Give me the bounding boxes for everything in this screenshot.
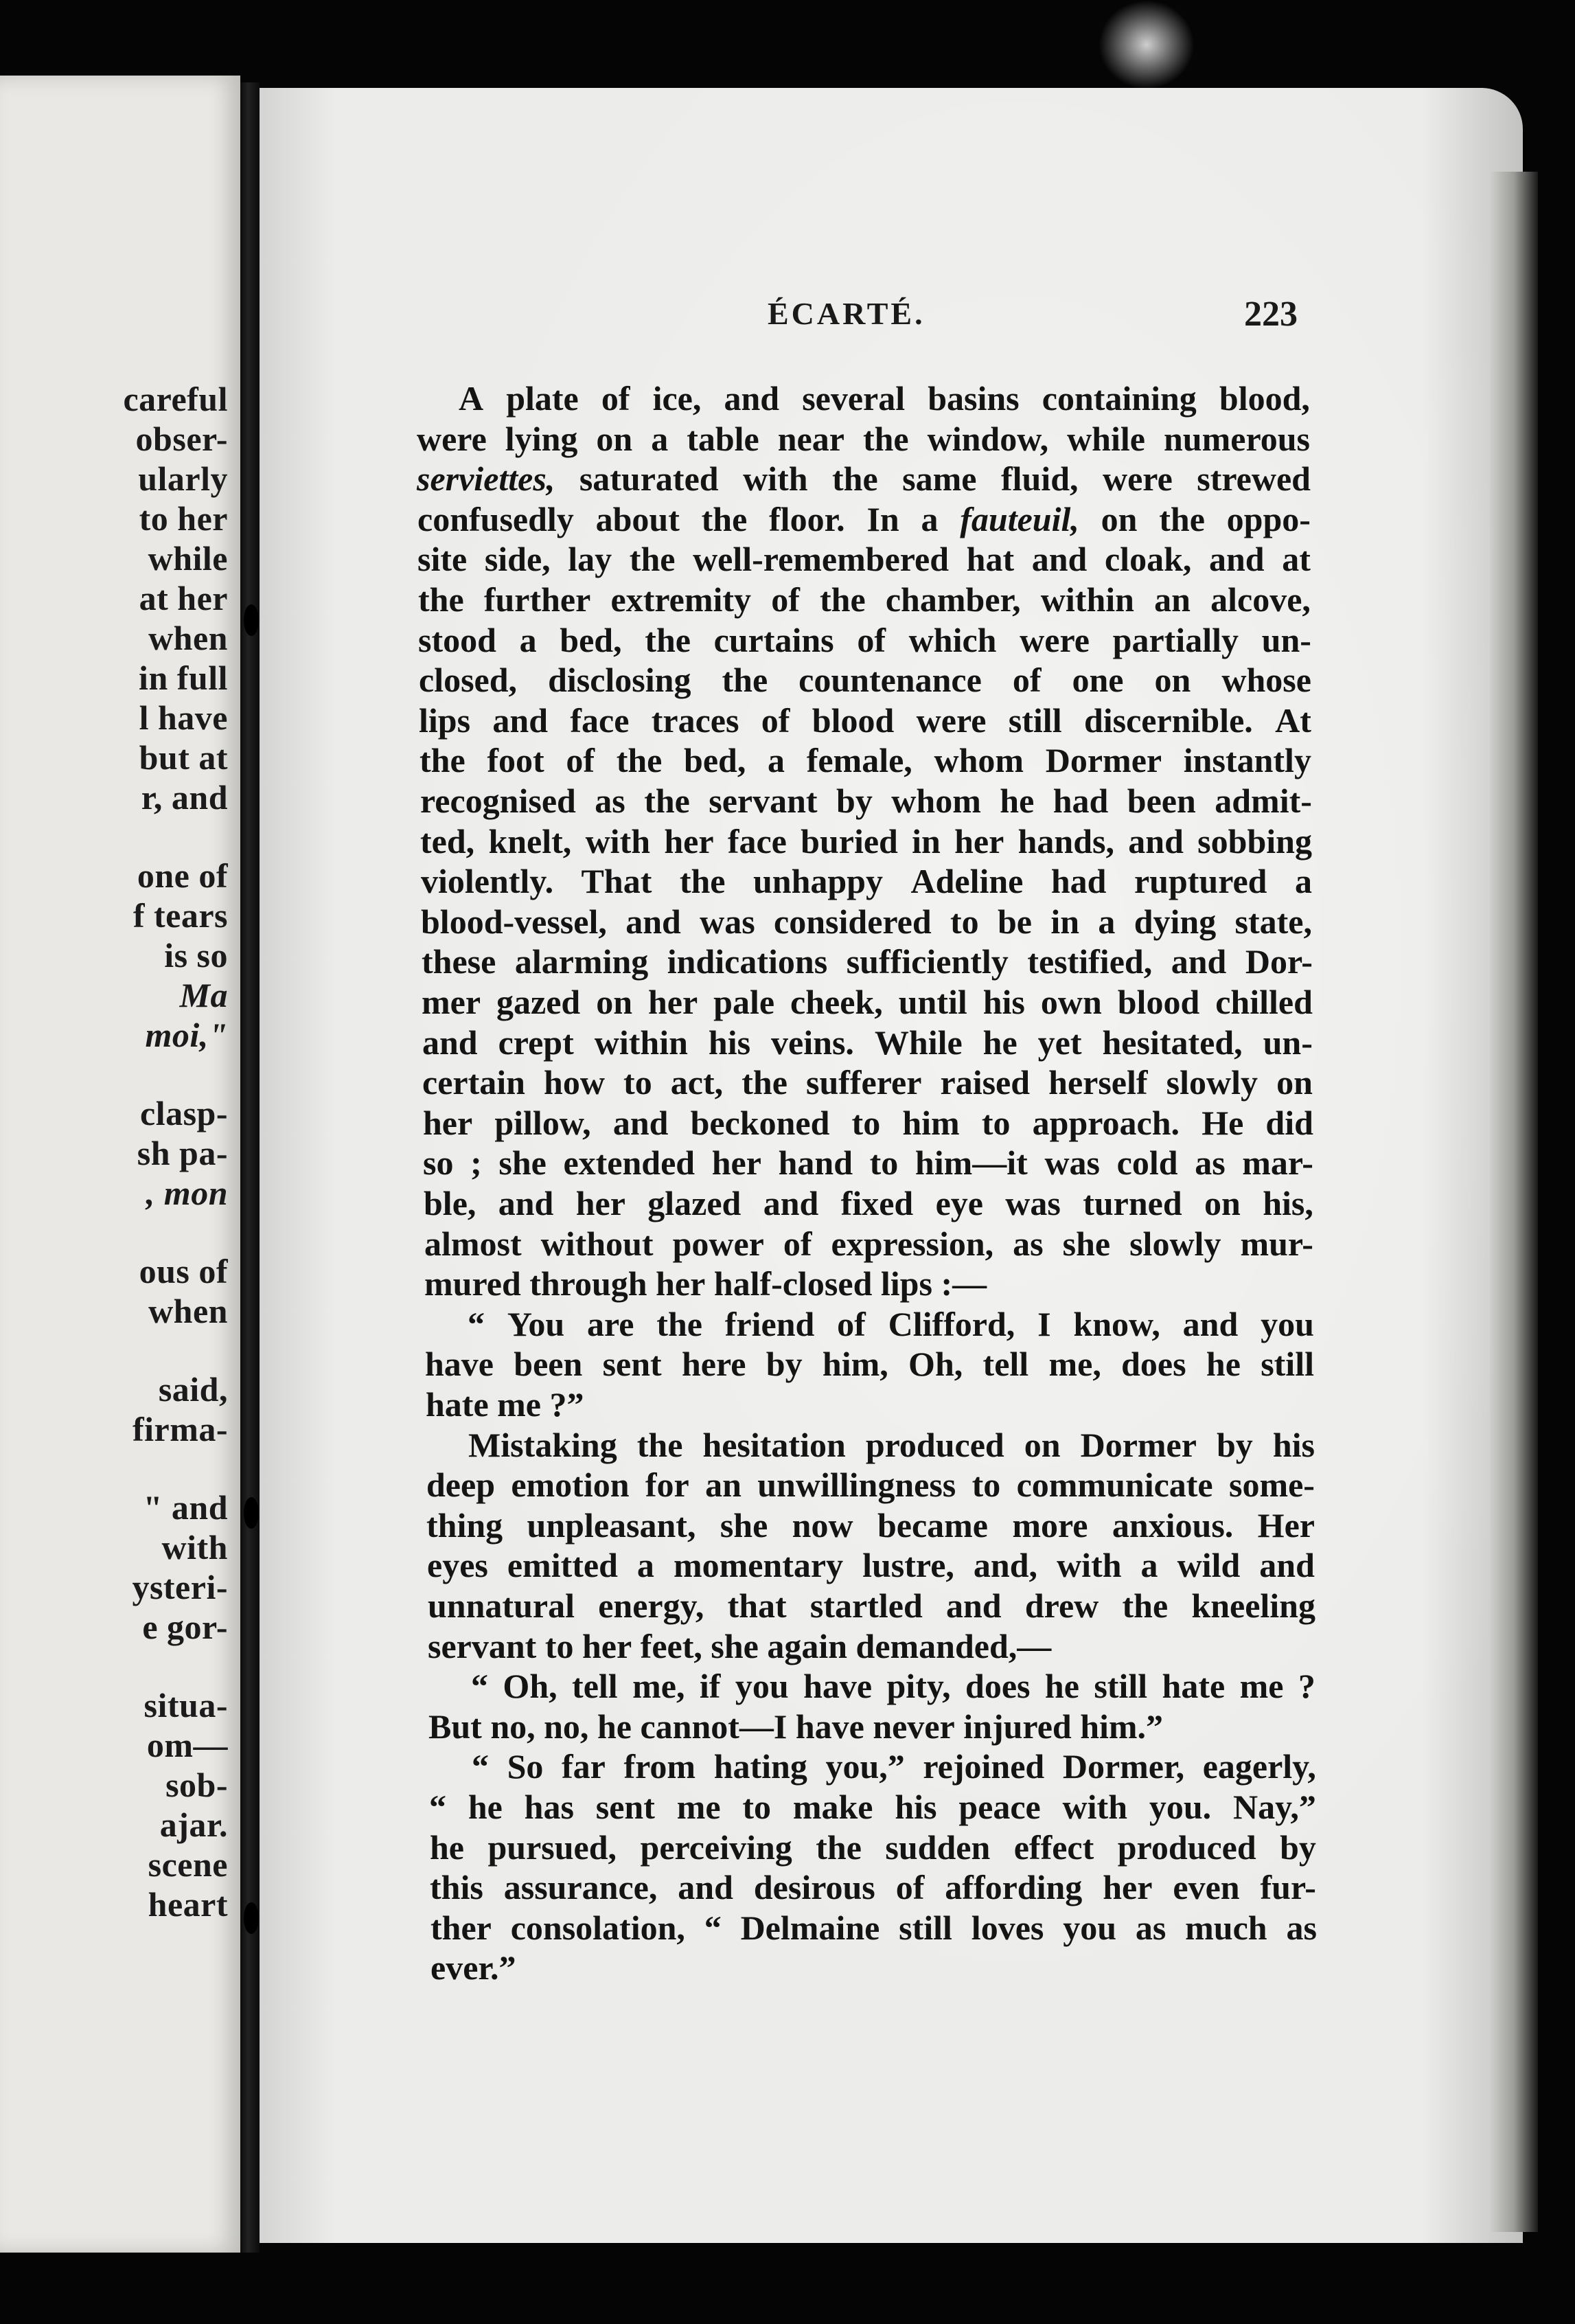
- binding-thread-mark: [244, 604, 259, 636]
- text-line: hate me ?”: [426, 1385, 584, 1424]
- left-page-line: firma-: [132, 1410, 228, 1448]
- text-line: so ; she extended her hand to him—it was cold as mar-: [423, 1143, 1313, 1182]
- text-line: the foot of the bed, a female, whom Dormer instantly: [419, 741, 1311, 779]
- left-page-line: e gor-: [142, 1608, 228, 1646]
- running-head: ÉCARTÉ.: [768, 296, 926, 331]
- text-line: mer gazed on her pale cheek, until his own blood chilled: [422, 983, 1313, 1021]
- page-number: 223: [1244, 295, 1298, 334]
- text-line: site side, lay the well-remembered hat and cloak, and at: [417, 540, 1311, 578]
- text-line: “ he has sent me to make his peace with you. Nay,”: [429, 1788, 1316, 1826]
- text-line: Mistaking the hesitation produced on Dormer by his: [468, 1426, 1315, 1464]
- text-line: these alarming indications sufficiently testified, and Dor-: [422, 942, 1313, 981]
- text-line: ther consolation, “ Delmaine still loves you as much as: [430, 1909, 1317, 1947]
- left-page-line: obser-: [135, 420, 228, 458]
- left-page-line: r, and: [141, 778, 228, 817]
- left-page-line: in full: [139, 659, 228, 697]
- text-line: servant to her feet, she again demanded,—: [428, 1627, 1052, 1665]
- text-line: stood a bed, the curtains of which were partially un-: [418, 621, 1311, 659]
- left-page-line: when: [148, 1292, 228, 1330]
- text-line: were lying on a table near the window, while numerous: [417, 420, 1310, 458]
- left-page-line: ysteri-: [132, 1568, 228, 1606]
- text-line: eyes emitted a momentary lustre, and, with a wild and: [427, 1546, 1315, 1584]
- page-edge: [1490, 172, 1538, 2232]
- left-page-line: with: [161, 1528, 228, 1567]
- left-page-line: at her: [139, 579, 228, 617]
- text-line: lips and face traces of blood were still discernible. At: [419, 701, 1311, 740]
- left-page-line: " and: [143, 1488, 228, 1527]
- left-page-line: sob-: [165, 1766, 228, 1804]
- text-line: ever.”: [430, 1948, 516, 1987]
- text-line: almost without power of expression, as she slowly mur-: [424, 1224, 1313, 1263]
- left-page-line: said,: [158, 1370, 228, 1409]
- previous-page-fragment: [0, 76, 240, 2253]
- text-line: violently. That the unhappy Adeline had ruptured a: [421, 862, 1312, 900]
- left-page-line: , mon: [146, 1174, 228, 1212]
- text-line: A plate of ice, and several basins containing blood,: [459, 379, 1310, 418]
- left-page-line: ajar.: [159, 1805, 228, 1844]
- text-line: her pillow, and beckoned to him to approach. He did: [423, 1104, 1313, 1142]
- text-line: “ Oh, tell me, if you have pity, does he still hate me ?: [471, 1667, 1315, 1705]
- text-line: and crept within his veins. While he yet hesitated, un-: [422, 1023, 1313, 1062]
- text-line: have been sent here by him, Oh, tell me, does he still: [425, 1345, 1314, 1383]
- left-page-line: Ma: [179, 976, 228, 1014]
- left-page-line: scene: [148, 1845, 228, 1884]
- text-line: But no, no, he cannot—I have never injured him.”: [428, 1707, 1164, 1746]
- left-page-line: is so: [164, 936, 228, 975]
- text-line: ted, knelt, with her face buried in her hands, and sobbing: [420, 822, 1312, 861]
- left-page-line: when: [148, 619, 228, 657]
- text-line: serviettes, saturated with the same fluid, were strewed: [417, 459, 1311, 498]
- text-line: “ So far from hating you,” rejoined Dormer, eagerly,: [472, 1747, 1316, 1786]
- left-page-line: heart: [148, 1885, 228, 1924]
- text-line: the further extremity of the chamber, within an alcove,: [418, 580, 1311, 619]
- text-line: “ You are the friend of Clifford, I know, and you: [468, 1305, 1314, 1343]
- left-page-line: one of: [137, 856, 228, 895]
- binding-thread-mark: [244, 1497, 259, 1529]
- text-line: closed, disclosing the countenance of one on whose: [419, 661, 1311, 699]
- text-line: recognised as the servant by whom he had been admit-: [420, 782, 1312, 820]
- text-line: thing unpleasant, she now became more anxious. Her: [426, 1506, 1315, 1545]
- left-page-line: while: [148, 539, 228, 578]
- left-page-line: ularly: [138, 459, 228, 498]
- left-page-line: sh pa-: [137, 1134, 228, 1172]
- left-page-line: ous of: [139, 1252, 228, 1290]
- left-page-line: om—: [146, 1726, 228, 1764]
- left-page-line: moi,": [145, 1016, 228, 1054]
- left-page-line: l have: [139, 698, 228, 737]
- text-line: certain how to act, the sufferer raised herself slowly on: [422, 1063, 1313, 1102]
- left-page-line: but at: [139, 738, 228, 777]
- text-line: blood-vessel, and was considered to be in a dying state,: [421, 902, 1312, 941]
- left-page-line: situa-: [143, 1686, 228, 1724]
- text-line: mured through her half-closed lips :—: [424, 1264, 987, 1303]
- left-page-line: f tears: [133, 896, 228, 935]
- text-line: he pursued, perceiving the sudden effect produced by: [430, 1828, 1316, 1867]
- text-line: deep emotion for an unwillingness to communicate some-: [426, 1466, 1315, 1504]
- left-page-line: clasp-: [140, 1094, 228, 1132]
- left-page-line: careful: [123, 380, 228, 418]
- text-line: unnatural energy, that startled and drew the kneeling: [428, 1586, 1315, 1625]
- text-line: ble, and her glazed and fixed eye was turned on his,: [424, 1184, 1313, 1222]
- text-line: confusedly about the floor. In a fauteuil, on the oppo-: [417, 500, 1311, 538]
- scan-smudge: [1099, 0, 1195, 89]
- text-line: this assurance, and desirous of affording her even fur-: [430, 1868, 1316, 1906]
- left-page-line: to her: [139, 499, 228, 538]
- binding-thread-mark: [244, 1902, 259, 1934]
